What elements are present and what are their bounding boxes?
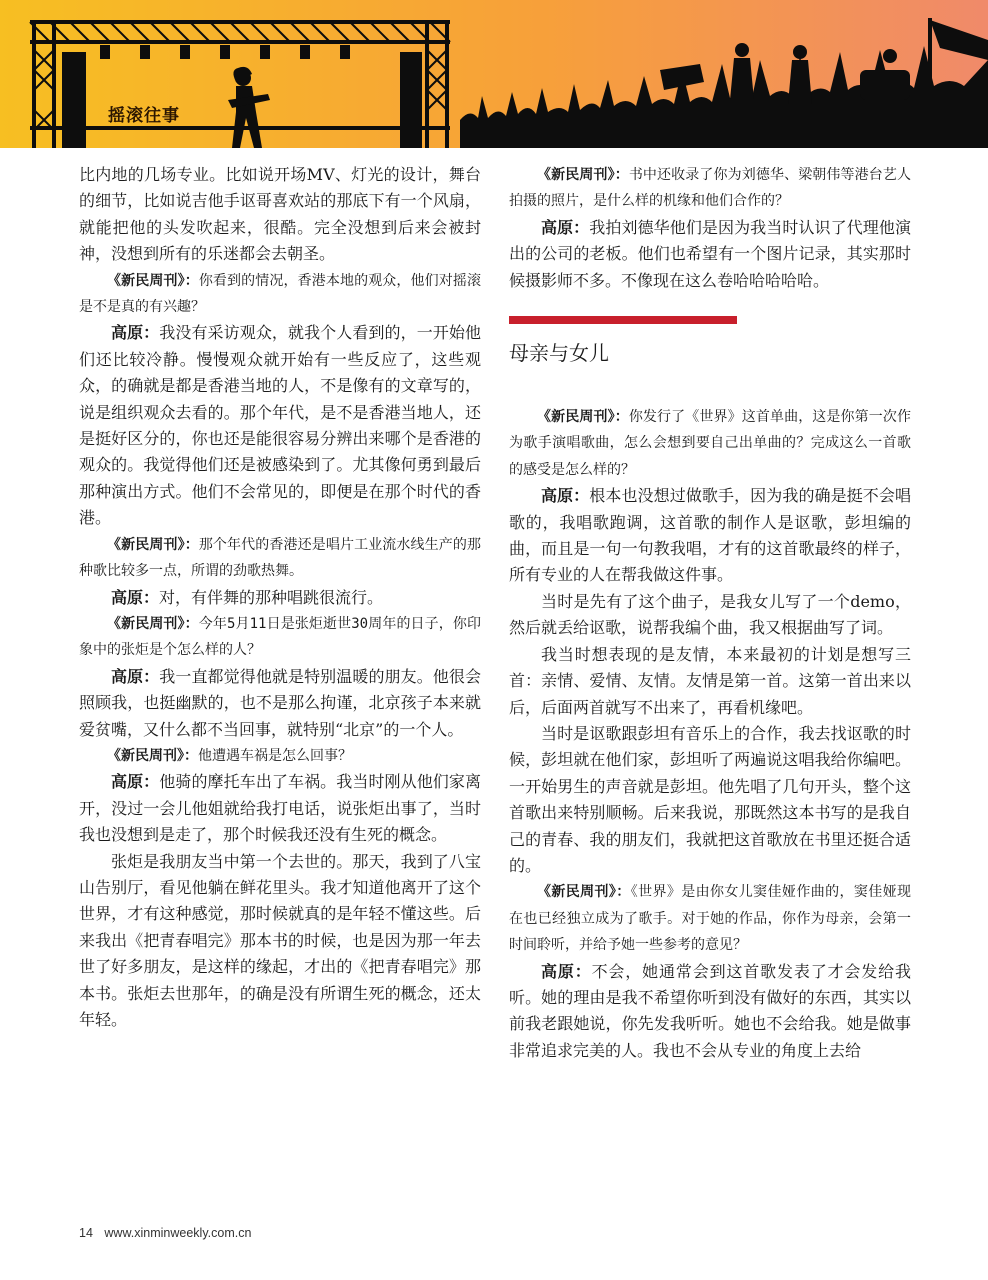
right-column — [509, 162, 911, 1064]
interviewer-label: 《新民周刊》： — [107, 272, 199, 289]
speaker-label: 高原： — [111, 323, 160, 343]
question-paragraph — [509, 162, 911, 215]
paragraph-text: 当时是讴歌跟彭坦有音乐上的合作，我去找讴歌的时候，彭坦就在他们家，彭坦听了两遍说这唱我给你编吧。一开始男生的声音就是彭坦。他先唱了几句开头，整个这首歌出来特别顺畅。后来我说，那既然这本书写的是我自己的青春、我的朋友们，我就把这首歌放在书里还挺合适的。 — [509, 723, 911, 875]
paragraph-text: 我没有采访观众，就我个人看到的，一开始他们还比较冷静。慢慢观众就开始有一些反应了，这些观众，的确就是都是香港当地的人，不是像有的文章写的，说是组织观众去看的。那个年代，是不是香港当地人，还是挺好区分的，你也还是能很容易分辨出来哪个是香港的观众的。我觉得他们还是被感染到了。尤其像何勇到最后那种演出方式。他们不会常见的，即便是在那个时代的香港。 — [79, 323, 481, 528]
answer-paragraph — [509, 483, 911, 589]
answer-paragraph — [509, 215, 911, 294]
speaker-label: 高原： — [111, 587, 160, 607]
paragraph-text: 不会，她通常会到这首歌发表了才会发给我听。她的理由是我不希望你听到没有做好的东西，其实以前我老跟她说，你先发我听听。她也不会给我。她是做事非常追求完美的人。我也不会从专业的角度上去给 — [509, 961, 911, 1060]
paragraph-text: 对，有伴舞的那种唱跳很流行。 — [159, 587, 384, 607]
interviewer-label: 《新民周刊》： — [537, 884, 631, 901]
answer-paragraph — [79, 849, 481, 1034]
speaker-label: 高原： — [541, 961, 592, 981]
speaker-label: 高原： — [111, 772, 160, 792]
paragraph-text: 他遭遇车祸是怎么回事？ — [198, 747, 352, 764]
answer-paragraph — [79, 664, 481, 743]
right-column-top — [509, 162, 911, 294]
left-column — [79, 162, 481, 1033]
paragraph-text: 那个年代的香港还是唱片工业流水线生产的那种歌比较多一点，所谓的劲歌热舞。 — [79, 536, 482, 580]
paragraph-text: 书中还收录了你为刘德华、梁朝伟等港台艺人拍摄的照片，是什么样的机缘和他们合作的？ — [509, 167, 912, 210]
paragraph-text: 张炬是我朋友当中第一个去世的。那天，我到了八宝山告别厅，看见他躺在鲜花里头。我才知道他离开了这个世界，才有这种感觉，那时候就真的是年轻不懂这些。后来我出《把青春唱完》那本书的时候，也是因为那一年去世了好多朋友，是这样的缘起，才出的《把青春唱完》那本书。张炬去世那年，的确是没有所谓生死的概念，还太年轻。 — [79, 851, 481, 1029]
paragraph-text: 今年5月11日是张炬逝世30周年的日子，你印象中的张炬是个怎么样的人？ — [79, 615, 481, 659]
interviewer-label: 《新民周刊》： — [537, 409, 629, 426]
speaker-label: 高原： — [541, 217, 590, 237]
answer-paragraph — [79, 162, 481, 268]
footer-url: www.xinminweekly.com.cn — [104, 1226, 252, 1240]
page-footer — [79, 1226, 251, 1240]
answer-paragraph — [509, 589, 911, 642]
page-number: 14 — [79, 1226, 93, 1240]
interviewer-label: 《新民周刊》： — [107, 615, 199, 632]
interviewer-label: 《新民周刊》： — [107, 536, 199, 553]
paragraph-text: 比内地的几场专业。比如说开场MV、灯光的设计，舞台的细节，比如说吉他手讴哥喜欢站的那底下有一个风扇，就能把他的头发吹起来，很酷。完全没想到后来会被封神，没想到所有的乐迷都会去朝圣。 — [79, 165, 481, 264]
section-tag: 摇滚往事 — [108, 106, 180, 126]
paragraph-text: 你看到的情况，香港本地的观众，他们对摇滚是不是真的有兴趣？ — [79, 272, 482, 316]
answer-paragraph — [509, 721, 911, 879]
speaker-label: 高原： — [111, 666, 160, 686]
paragraph-text: 我一直都觉得他就是特别温暖的朋友。他很会照顾我，也挺幽默的，也不是那么拘谨，北京孩子本来就爱贫嘴，又什么都不当回事，就特别“北京”的一个人。 — [79, 666, 481, 739]
interviewer-label: 《新民周刊》： — [107, 747, 198, 764]
question-paragraph — [509, 879, 911, 958]
paragraph-text: 根本也没想过做歌手，因为我的确是挺不会唱歌的，我唱歌跑调，这首歌的制作人是讴歌，彭坦编的曲，而且是一句一句教我唱，才有的这首歌最终的样子，所有专业的人在帮我做这件事。 — [509, 486, 911, 585]
interviewer-label: 《新民周刊》： — [537, 167, 629, 183]
answer-paragraph — [79, 585, 481, 611]
question-paragraph — [509, 404, 911, 483]
section-divider-bar — [509, 316, 737, 324]
speaker-label: 高原： — [541, 486, 590, 506]
paragraph-text: 他骑的摩托车出了车祸。我当时刚从他们家离开，没过一会儿他姐就给我打电话，说张炬出事了，当时我也没想到是走了，那个时候我还没有生死的概念。 — [79, 772, 481, 845]
question-paragraph — [79, 532, 481, 585]
right-column-bottom — [509, 404, 911, 1064]
question-paragraph — [79, 743, 481, 769]
paragraph-text: 我当时想表现的是友情，本来最初的计划是想写三首：亲情、爱情、友情。友情是第一首。这第一首出来以后，后面两首就写不出来了，再看机缘吧。 — [509, 644, 911, 717]
answer-paragraph — [79, 769, 481, 848]
section-title: 母亲与女儿 — [509, 341, 609, 366]
paragraph-text: 你发行了《世界》这首单曲，这是你第一次作为歌手演唱歌曲，怎么会想到要自己出单曲的？完成这么一首歌的感受是怎么样的？ — [509, 409, 912, 478]
paragraph-text: 我拍刘德华他们是因为我当时认识了代理他演出的公司的老板。他们也希望有一个图片记录，其实那时候摄影师不多。不像现在这么卷哈哈哈哈哈。 — [509, 217, 911, 290]
question-paragraph — [79, 611, 481, 664]
paragraph-text: 《世界》是由你女儿窦佳娅作曲的，窦佳娅现在也已经独立成为了歌手。对于她的作品，你作为母亲，会第一时间聆听，并给予她一些参考的意见？ — [509, 884, 912, 954]
answer-paragraph — [509, 642, 911, 721]
question-paragraph — [79, 268, 481, 321]
answer-paragraph — [509, 959, 911, 1065]
answer-paragraph — [79, 320, 481, 531]
paragraph-text: 当时是先有了这个曲子，是我女儿写了一个demo，然后就丢给讴歌，说帮我编个曲，我又根据曲写了词。 — [509, 591, 911, 638]
